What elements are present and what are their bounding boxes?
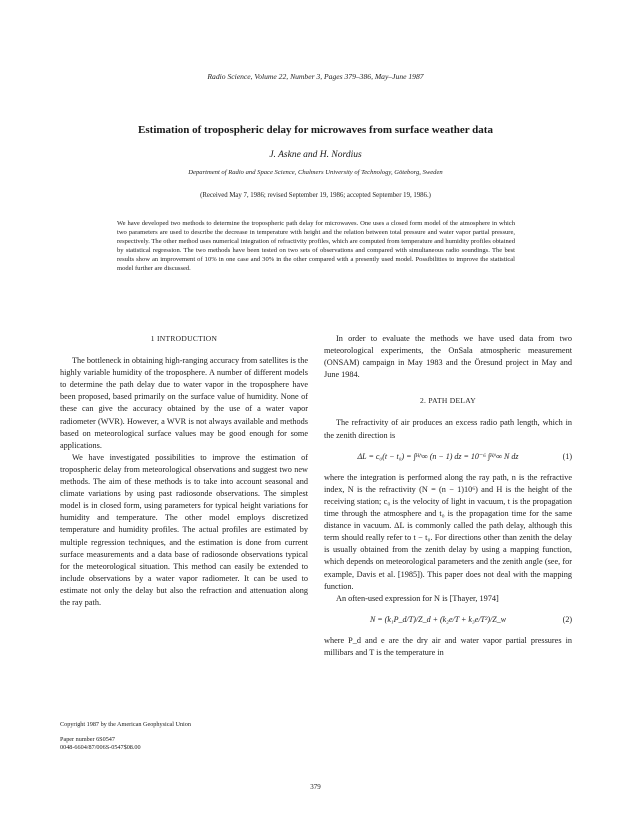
received-dates: (Received May 7, 1986; revised September 19, 1986; accepted September 19, 1986.) [200, 192, 431, 199]
path-delay-paragraph-2: where the integration is performed along the ray path, n is the refractive index, N is the refractivity (N = (n − 1)10⁶) and H is the height of the receiving station; c₀ is the velocity of light in vacuum, t is the propagation time through the atmosphere and t₀ is the propagation time for the same distance in vacuum. ΔL is commonly called the path delay, although this term should really refer to t − t₀. For directions other than zenith the delay is usually obtained from the zenith delay by using a mapping function, which depends on meteorological parameters and the zenith angle (see, for example, Davis et al. [1985]). This paper does not deal with the mapping function. [324, 472, 572, 591]
copyright-line: Copyright 1987 by the American Geophysical Union [60, 721, 191, 728]
left-column [60, 333, 308, 609]
section-heading-introduction: 1 INTRODUCTION [150, 334, 218, 343]
intro-paragraph-3: In order to evaluate the methods we have used data from two meteorological experiments, the OnSala atmospheric measurement (ONSAM) campaign in May 1983 and the Öresund project in May and June 1984. [324, 334, 572, 380]
equation-2-number: (2) [562, 614, 572, 624]
equation-1 [324, 451, 572, 463]
copyright-block [60, 721, 308, 753]
intro-paragraph-1: The bottleneck in obtaining high-ranging accuracy from satellites is the highly variable humidity of the troposphere. A number of different models to determine the path delay due to water vapor in the troposphere have been proposed, based primarily on the surface value of humidity. None of these can give the accuracy obtained by the use of a water vapor radiometer (WVR). However, a WVR is not always available and methods based on meteorological surface values may be good enough for some applications. [60, 356, 308, 450]
right-column [324, 333, 572, 659]
section-heading-path-delay: 2. PATH DELAY [419, 396, 477, 406]
paper-number: Paper number 6S0547 [60, 736, 115, 744]
abstract: We have developed two methods to determine the tropospheric path delay for microwaves. One uses a closed form model of the atmosphere in which two parameters are used to describe the decrease in temperature with height and the relation between total pressure and water vapor partial pressure, respectively. The other method uses numerical integration of refractivity profiles, which are computed from temperature and humidity profiles obtained by statistical regression. The two methods have been tested on two sets of observations and compared with simultaneous radio soundings. The best results show an improvement of 10% in one case and 30% in the other compared with a presently used model. Possibilities to improve the statistical model further are discussed. [117, 220, 515, 273]
equation-1-number: (1) [562, 451, 572, 461]
page-number: 379 [310, 783, 321, 791]
equation-2-expression: N = (k₁P_d/T)/Z_d + (k₂e/T + k₃e/T²)/Z_w [369, 614, 507, 624]
path-delay-paragraph-3: An often-used expression for N is [Thayer, 1974] [336, 593, 499, 603]
path-delay-paragraph-1: The refractivity of air produces an excess radio path length, which in the zenith direction is [324, 418, 572, 440]
paper-title: Estimation of tropospheric delay for microwaves from surface weather data [138, 124, 493, 136]
journal-citation: Radio Science, Volume 22, Number 3, Pages 379–386, May–June 1987 [207, 72, 424, 81]
authors: J. Askne and H. Nordius [269, 150, 362, 160]
equation-2 [324, 614, 572, 626]
path-delay-paragraph-4: where P_d and e are the dry air and water vapor partial pressures in millibars and T is the temperature in [324, 635, 572, 657]
affiliation: Department of Radio and Space Science, Chalmers University of Technology, Göteborg, Sweden [188, 169, 443, 176]
intro-paragraph-2: We have investigated possibilities to improve the estimation of tropospheric delay from meteorological observations and suggest two new methods. The aim of these methods is to take into account seasonal and climate variations by using past radiosonde observations. The simplest model is in closed form, using parameters for typical height variations for humidity and temperature. The other model employs discretized temperature and humidity profiles. The actual profiles are estimated by multiple regression techniques, and the estimation is done from current surface measurements and a data base of radiosonde observations typical for the meteorological situation. This method can easily be extended to include observations by a water vapor radiometer. It can be used to estimate not only the delay but also the refraction and attenuation along the ray path. [60, 452, 308, 607]
paper-code: 0048-6604/87/006S-0547$08.00 [60, 744, 141, 752]
equation-1-expression: ΔL = c₀(t − t₀) = ∫ᴴ^∞ (n − 1) dz = 10⁻⁶ ∫ᴴ^∞ N dz [357, 451, 519, 461]
